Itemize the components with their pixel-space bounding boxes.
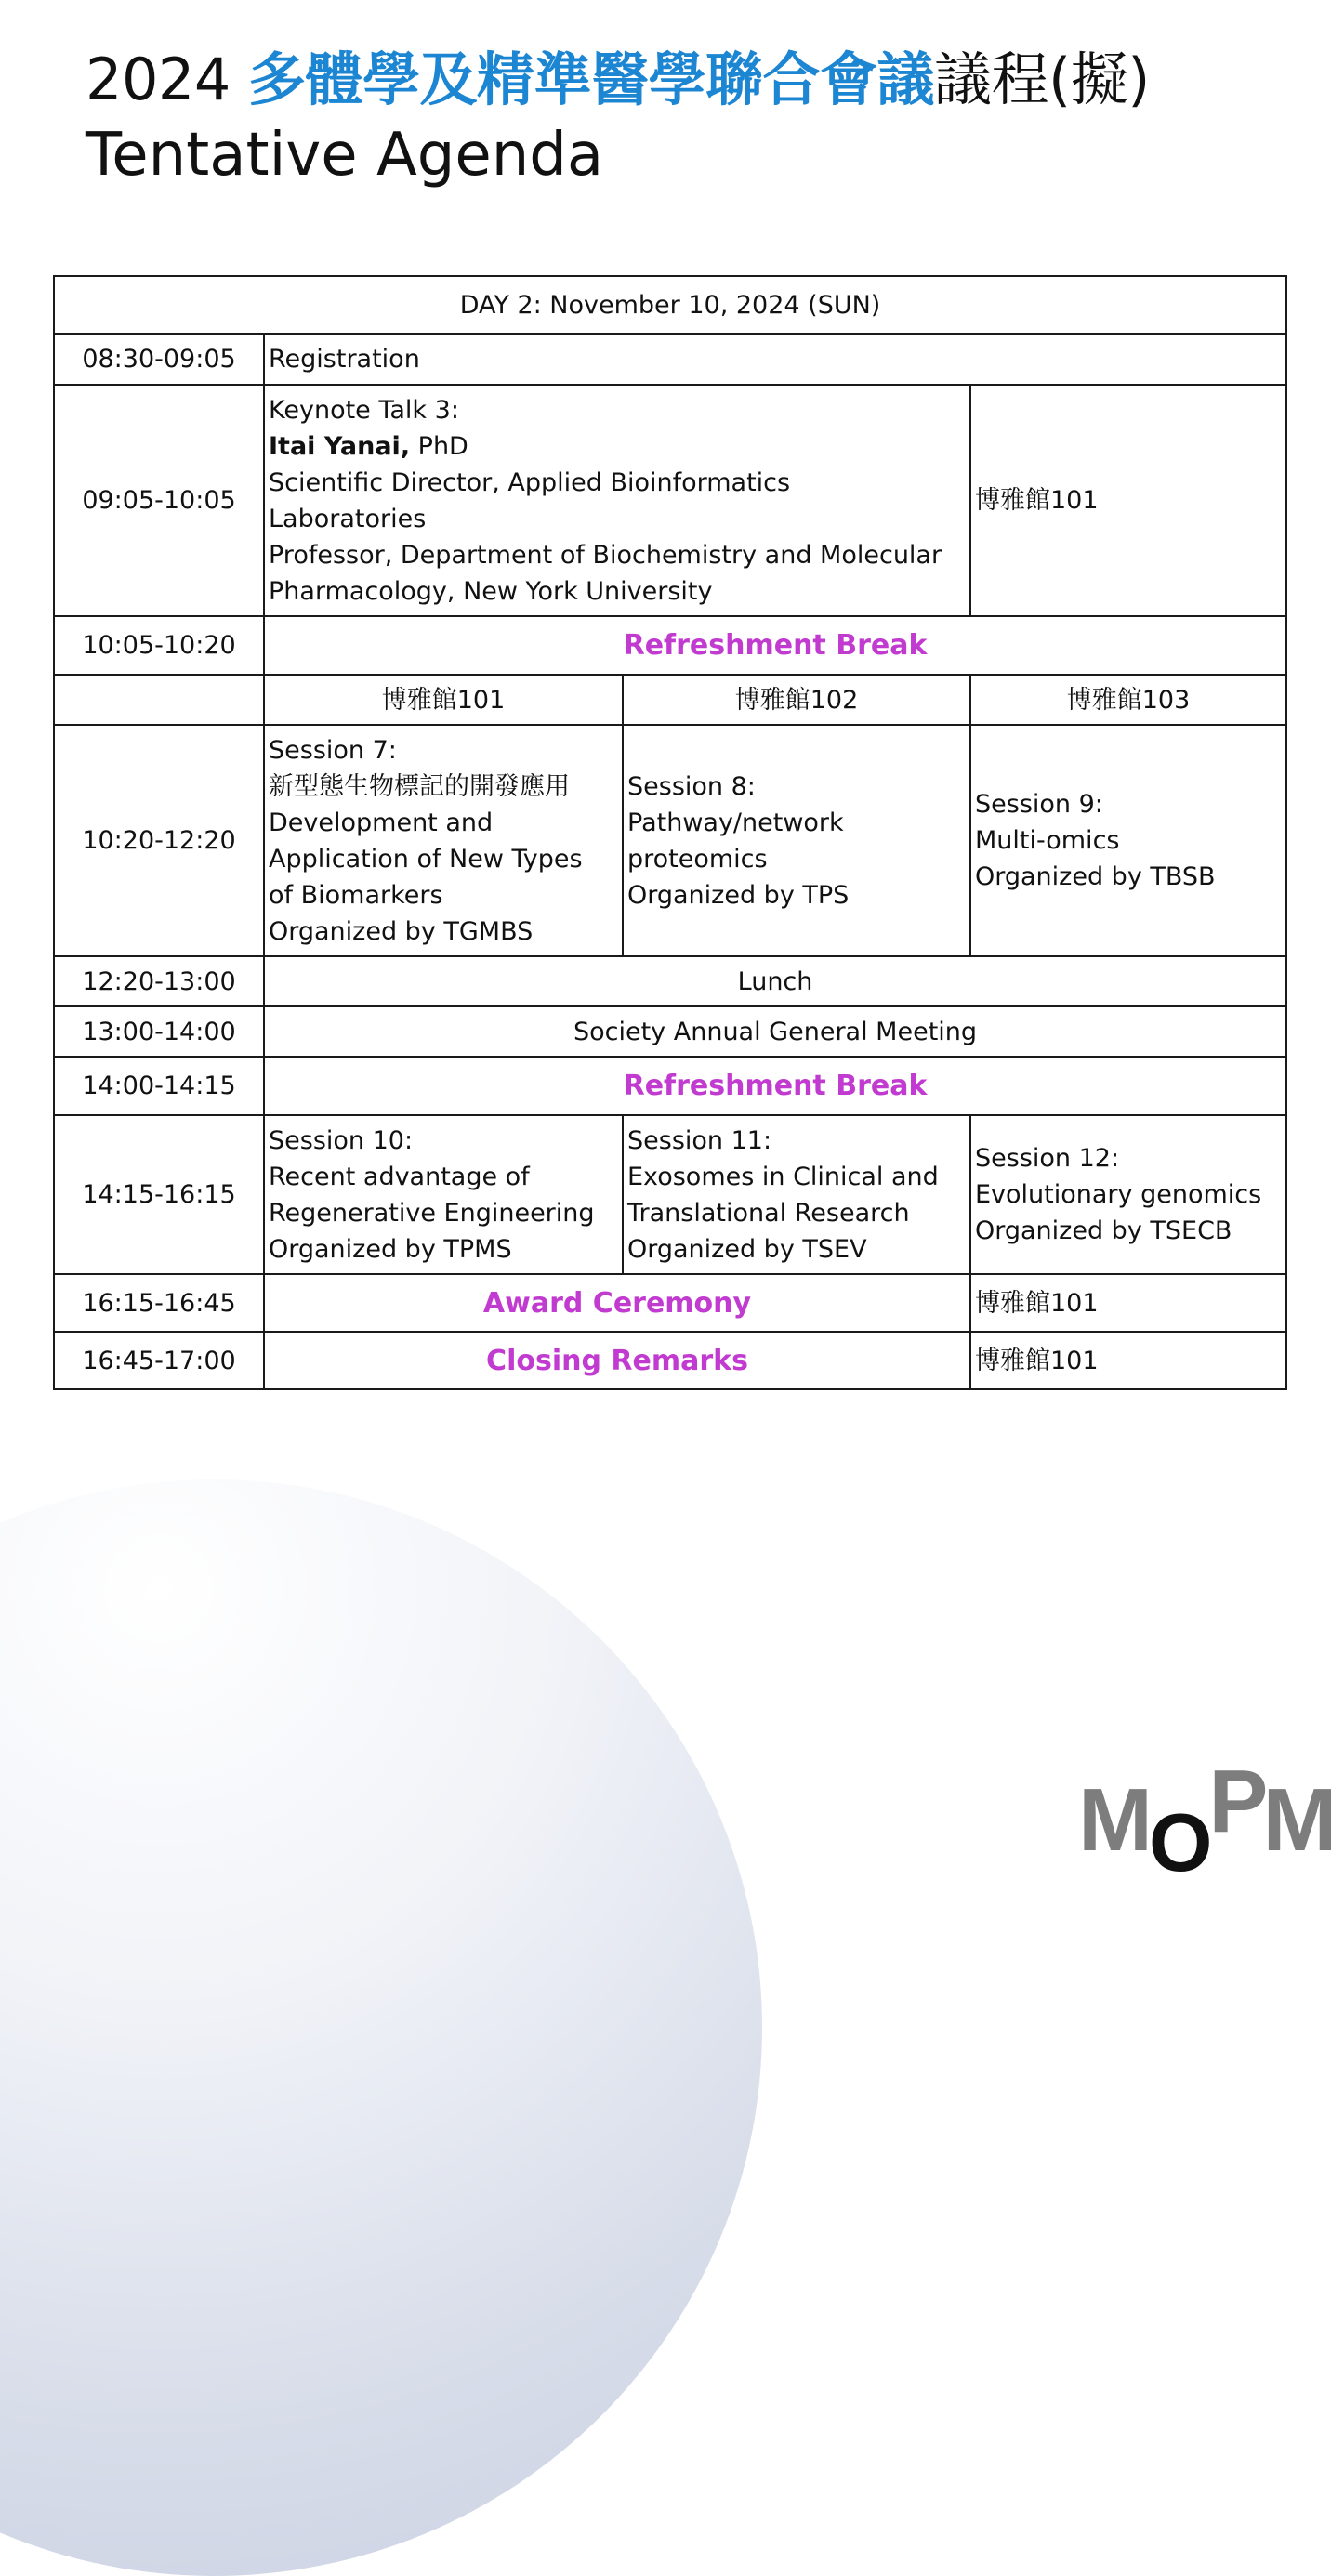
title-line-1 <box>86 48 1150 112</box>
background-circle-decoration <box>0 1479 762 2576</box>
session-line: Pathway/network <box>627 808 844 837</box>
table-row <box>54 1057 1286 1115</box>
rooms-header-row <box>54 675 1286 725</box>
keynote-affiliation: Scientific Director, Applied Bioinformatics <box>269 467 791 497</box>
time-cell: 16:45-17:00 <box>54 1332 264 1389</box>
session-line: Translational Research <box>627 1198 910 1228</box>
time-cell: 10:05-10:20 <box>54 616 264 675</box>
session-title: Session 12: <box>975 1144 1120 1173</box>
keynote-speaker-line <box>269 428 966 465</box>
session-9-cell <box>970 725 1286 956</box>
logo-letter: O <box>1148 1796 1207 1888</box>
time-cell: 08:30-09:05 <box>54 334 264 385</box>
keynote-speaker: Itai Yanai, <box>269 431 411 461</box>
empty-cell <box>54 675 264 725</box>
day-header: DAY 2: November 10, 2024 (SUN) <box>54 276 1286 334</box>
keynote-affiliation: Professor, Department of Biochemistry and Molecular <box>269 540 942 570</box>
table-row <box>54 1006 1286 1057</box>
day-header-row <box>54 276 1286 334</box>
session-line: Development and <box>269 808 494 837</box>
session-12-cell <box>970 1115 1286 1274</box>
keynote-affiliation: Laboratories <box>269 504 427 533</box>
lunch-cell: Lunch <box>264 956 1286 1006</box>
session-line: Regenerative Engineering <box>269 1198 595 1228</box>
title-highlight: 多體學及精準醫學聯合會議 <box>248 46 935 113</box>
session-10-cell <box>264 1115 623 1274</box>
session-line: 新型態生物標記的開發應用 <box>269 771 570 801</box>
session-organizer: Organized by TGMBS <box>269 916 534 946</box>
session-11-cell <box>623 1115 970 1274</box>
session-title: Session 10: <box>269 1125 414 1155</box>
session-line: Multi-omics <box>975 826 1120 855</box>
room-header: 博雅館102 <box>623 675 970 725</box>
time-cell: 16:15-16:45 <box>54 1274 264 1332</box>
table-row <box>54 956 1286 1006</box>
title-suffix: 議程(擬) <box>934 46 1150 113</box>
agenda-table <box>53 275 1287 1390</box>
session-title: Session 11: <box>627 1125 772 1155</box>
session-title: Session 8: <box>627 771 756 801</box>
session-8-cell <box>623 725 970 956</box>
session-organizer: Organized by TSECB <box>975 1216 1232 1245</box>
session-organizer: Organized by TBSB <box>975 862 1216 891</box>
session-organizer: Organized by TPMS <box>269 1234 512 1264</box>
room-cell: 博雅館101 <box>970 1274 1286 1332</box>
mopm-logo <box>1078 1752 1331 1888</box>
title-line-2: Tentative Agenda <box>86 121 604 191</box>
table-row <box>54 725 1286 956</box>
time-cell: 13:00-14:00 <box>54 1006 264 1057</box>
table-row <box>54 385 1286 616</box>
logo-letter: M <box>1078 1770 1147 1870</box>
award-ceremony: Award Ceremony <box>264 1274 970 1332</box>
registration-cell: Registration <box>264 334 1286 385</box>
keynote-affiliation: Pharmacology, New York University <box>269 576 713 606</box>
keynote-title: Keynote Talk 3: <box>269 395 459 425</box>
keynote-degree: PhD <box>410 431 468 461</box>
time-cell: 09:05-10:05 <box>54 385 264 616</box>
session-line: Application of New Types <box>269 844 583 874</box>
time-cell: 14:15-16:15 <box>54 1115 264 1274</box>
table-row <box>54 1274 1286 1332</box>
room-cell: 博雅館101 <box>970 1332 1286 1389</box>
logo-letter: M <box>1262 1770 1331 1870</box>
session-line: of Biomarkers <box>269 880 443 910</box>
session-organizer: Organized by TPS <box>627 880 850 910</box>
room-header: 博雅館101 <box>264 675 623 725</box>
keynote-cell <box>264 385 970 616</box>
session-title: Session 7: <box>269 735 397 765</box>
session-line: Exosomes in Clinical and <box>627 1162 939 1191</box>
table-row <box>54 1115 1286 1274</box>
room-header: 博雅館103 <box>970 675 1286 725</box>
session-line: proteomics <box>627 844 768 874</box>
table-row <box>54 334 1286 385</box>
agm-cell: Society Annual General Meeting <box>264 1006 1286 1057</box>
session-7-cell <box>264 725 623 956</box>
logo-letter: P <box>1208 1752 1263 1851</box>
session-title: Session 9: <box>975 790 1103 819</box>
table-row <box>54 616 1286 675</box>
time-cell: 10:20-12:20 <box>54 725 264 956</box>
page-title <box>86 48 1150 189</box>
time-cell: 12:20-13:00 <box>54 956 264 1006</box>
session-line: Evolutionary genomics <box>975 1180 1262 1209</box>
session-organizer: Organized by TSEV <box>627 1234 867 1264</box>
refreshment-break: Refreshment Break <box>264 1057 1286 1115</box>
session-line: Recent advantage of <box>269 1162 530 1191</box>
closing-remarks: Closing Remarks <box>264 1332 970 1389</box>
title-year: 2024 <box>86 46 231 113</box>
table-row <box>54 1332 1286 1389</box>
room-cell: 博雅館101 <box>970 385 1286 616</box>
refreshment-break: Refreshment Break <box>264 616 1286 675</box>
time-cell: 14:00-14:15 <box>54 1057 264 1115</box>
